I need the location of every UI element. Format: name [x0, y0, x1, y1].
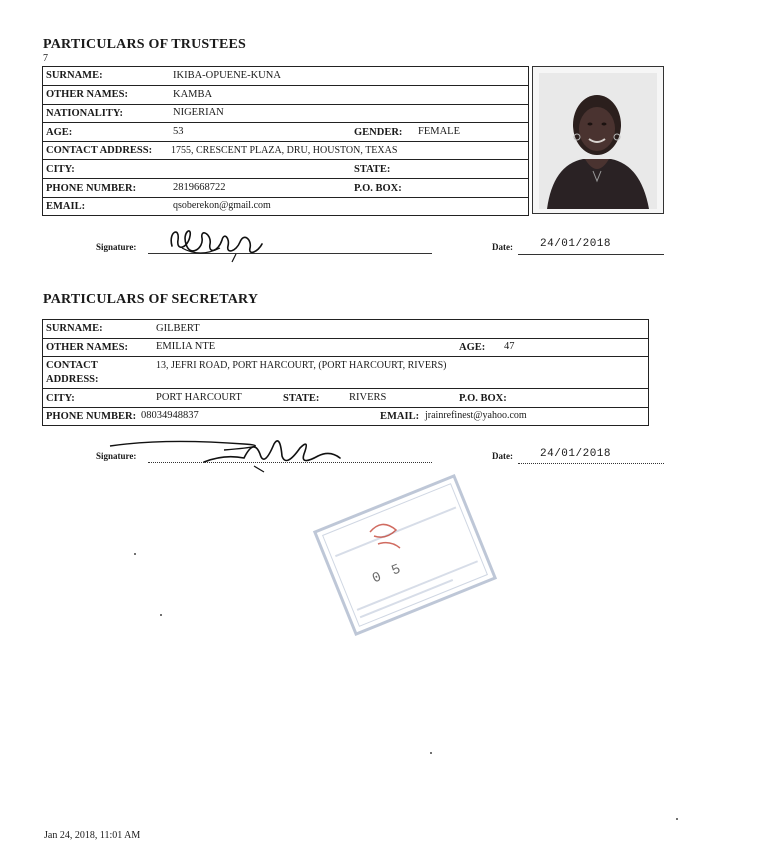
- scan-speck: [160, 614, 162, 616]
- secretary-surname-label: SURNAME:: [46, 323, 103, 334]
- trustee-surname-label: SURNAME:: [46, 70, 103, 81]
- secretary-other-names-label: OTHER NAMES:: [46, 342, 128, 353]
- trustee-age-value: 53: [173, 126, 184, 137]
- secretary-email-label: EMAIL:: [380, 411, 420, 422]
- trustee-gender-value: FEMALE: [418, 126, 460, 137]
- trustee-gender-label: GENDER:: [354, 127, 403, 138]
- trustee-row-city-state: [43, 160, 528, 179]
- secretary-state-label: STATE:: [283, 393, 320, 404]
- scan-speck: [134, 553, 136, 555]
- print-timestamp: Jan 24, 2018, 11:01 AM: [44, 830, 141, 841]
- trustee-row-address: [43, 142, 528, 160]
- stamp-date-digits: 0 5: [370, 560, 406, 588]
- secretary-form-table: [42, 319, 649, 426]
- secretary-heading: PARTICULARS OF SECRETARY: [43, 292, 259, 307]
- secretary-pobox-label: P.O. BOX:: [459, 393, 507, 404]
- trustee-form-table: [42, 66, 529, 216]
- trustee-row-surname: [43, 67, 528, 86]
- trustee-row-nationality: [43, 105, 528, 123]
- secretary-signature-label: Signature:: [96, 451, 137, 461]
- trustee-surname-value: IKIBA-OPUENE-KUNA: [173, 70, 281, 81]
- trustee-state-label: STATE:: [354, 164, 391, 175]
- secretary-row-city-state: [43, 389, 648, 408]
- trustee-other-names-value: KAMBA: [173, 89, 213, 100]
- trustees-heading: PARTICULARS OF TRUSTEES: [43, 37, 247, 52]
- secretary-row-surname: [43, 320, 648, 339]
- secretary-city-value: PORT HARCOURT: [156, 392, 242, 403]
- secretary-row-phone-email: [43, 408, 648, 426]
- scan-speck: [676, 818, 678, 820]
- trustee-row-email: [43, 198, 528, 216]
- trustee-age-label: AGE:: [46, 127, 73, 138]
- secretary-address-label: ADDRESS:: [46, 374, 99, 385]
- trustee-date-line: [518, 254, 664, 255]
- trustee-row-phone-pobox: [43, 179, 528, 198]
- trustee-address-label: CONTACT ADDRESS:: [46, 145, 153, 156]
- trustee-pobox-label: P.O. BOX:: [354, 183, 402, 194]
- secretary-contact-label: CONTACT: [46, 360, 98, 371]
- secretary-age-value: 47: [504, 341, 515, 352]
- trustee-city-label: CITY:: [46, 164, 75, 175]
- official-stamp: [300, 470, 510, 640]
- trustee-date-value: 24/01/2018: [540, 238, 612, 250]
- scan-speck: [430, 752, 432, 754]
- secretary-email-value: jrainrefinest@yahoo.com: [425, 410, 527, 421]
- secretary-phone-label: PHONE NUMBER:: [46, 411, 137, 422]
- trustee-email-label: EMAIL:: [46, 201, 86, 212]
- trustee-other-names-label: OTHER NAMES:: [46, 89, 128, 100]
- trustee-nationality-label: NATIONALITY:: [46, 108, 124, 119]
- secretary-row-address: [43, 357, 648, 389]
- trustee-email-value: qsoberekon@gmail.com: [173, 200, 271, 211]
- secretary-date-line: [518, 463, 664, 464]
- secretary-city-label: CITY:: [46, 393, 75, 404]
- secretary-surname-value: GILBERT: [156, 323, 200, 334]
- trustee-signature-scribble: [160, 218, 270, 266]
- secretary-date-label: Date:: [492, 451, 513, 461]
- portrait-image: [533, 67, 663, 213]
- trustee-nationality-value: NIGERIAN: [173, 107, 224, 118]
- secretary-age-label: AGE:: [459, 342, 486, 353]
- secretary-phone-value: 08034948837: [141, 410, 199, 421]
- stamp-graphic: [300, 470, 510, 640]
- secretary-row-other-names: [43, 339, 648, 357]
- trustee-row-other-names: [43, 86, 528, 105]
- trustee-row-age-gender: [43, 123, 528, 142]
- trustee-address-value: 1755, CRESCENT PLAZA, DRU, HOUSTON, TEXAS: [171, 145, 398, 156]
- trustee-phone-label: PHONE NUMBER:: [46, 183, 137, 194]
- secretary-state-value: RIVERS: [349, 392, 387, 403]
- secretary-other-names-value: EMILIA NTE: [156, 341, 216, 352]
- passport-photo: [532, 66, 664, 214]
- trustee-phone-value: 2819668722: [173, 182, 226, 193]
- secretary-address-value: 13, JEFRI ROAD, PORT HARCOURT, (PORT HARCOURT, RIVERS): [156, 360, 447, 371]
- trustee-index: 7: [43, 53, 48, 64]
- secretary-signature-scribble: [104, 432, 344, 474]
- trustee-signature-label: Signature:: [96, 242, 137, 252]
- secretary-date-value: 24/01/2018: [540, 448, 612, 460]
- trustee-date-label: Date:: [492, 242, 513, 252]
